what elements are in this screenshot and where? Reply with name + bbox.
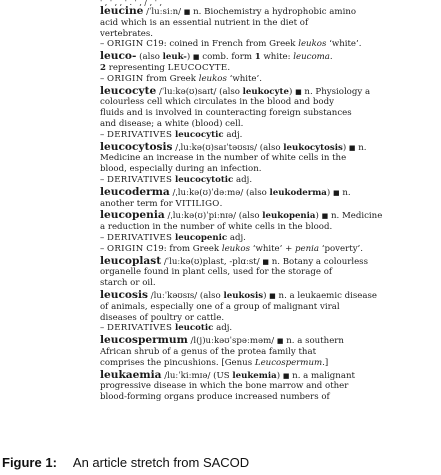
entry-text: diseases of poultry or cattle. — [100, 312, 225, 323]
entry-line — [100, 392, 441, 403]
dictionary-entry — [100, 290, 441, 334]
entry-text: (also — [136, 52, 163, 63]
entry-text: – — [100, 232, 108, 243]
headword: leucocyte — [100, 84, 157, 97]
sense-marker-icon: ■ — [348, 143, 356, 152]
entry-line — [100, 108, 441, 119]
dictionary-entry — [100, 335, 441, 368]
section-label: ORIGIN — [107, 39, 144, 50]
headword: leuco- — [100, 50, 137, 63]
sense-marker-icon: ■ — [262, 257, 270, 266]
entry-text: C19: coined in French from Greek — [143, 39, 299, 50]
dictionary-entry — [100, 210, 441, 254]
section-label: DERIVATIVES — [107, 232, 173, 243]
entry-line — [100, 256, 441, 268]
cut-off-top-line: ' , ' , , ' . ' , / , ' , — [100, 0, 163, 6]
entry-text: /luːˈkəʊsɪs/ (also — [147, 290, 224, 301]
entry-text: n. Biochemistry a hydrophobic amino — [190, 7, 357, 17]
entry-text: adj. — [213, 323, 233, 334]
entry-text: leukos — [221, 243, 250, 254]
entry-line — [100, 347, 441, 358]
entry-line — [100, 267, 441, 278]
entry-text: . — [219, 198, 223, 209]
entry-text: ) — [342, 142, 349, 153]
entry-text: leucoma — [293, 52, 330, 63]
entry-line — [100, 278, 441, 289]
entry-text: – — [100, 39, 108, 50]
entry-text: leucocytotic — [174, 174, 234, 185]
entry-text: and disease; a white (blood) cell. — [100, 118, 244, 129]
section-label: LEUCOCYTE — [167, 62, 228, 73]
entry-line — [100, 302, 441, 313]
entry-text: n. a malignant — [289, 370, 355, 381]
headword: leucoplast — [100, 254, 162, 267]
entry-line — [100, 199, 441, 210]
entry-line — [100, 63, 441, 74]
entry-text: Medicine an increase in the number of white cells in the — [100, 153, 347, 164]
entry-text: leukopenia — [262, 211, 316, 222]
entry-text: leukos — [198, 73, 227, 84]
dictionary-entry — [100, 142, 441, 186]
dictionary-page-scan — [100, 0, 441, 446]
entry-line — [100, 86, 441, 98]
entry-text: vertebrates. — [100, 28, 154, 39]
entry-text: – — [100, 323, 108, 334]
entry-text: fluids and is involved in counteracting foreign substances — [100, 108, 352, 119]
entry-text: colourless cell which circulates in the blood and body — [100, 97, 334, 108]
entry-line — [100, 370, 441, 382]
entry-text: /ˌluːkə(ʊ)ˈdəːmə/ (also — [169, 187, 270, 198]
entry-text: ) — [288, 86, 296, 97]
entry-text: ‘white’ + — [250, 243, 296, 254]
figure-caption — [2, 455, 249, 470]
entry-line — [100, 164, 441, 175]
entry-text: blood-forming organs produce increased numbers of — [100, 392, 330, 403]
entry-line — [100, 142, 441, 154]
entry-text: adj. — [223, 129, 243, 140]
entry-text: comb. form — [199, 52, 255, 63]
entry-text: /ˌluːkə(ʊ)saɪˈtəʊsɪs/ (also — [172, 142, 284, 153]
entry-text: from Greek — [143, 73, 199, 84]
dictionary-entry — [100, 86, 441, 141]
entry-text: starch or oil. — [100, 278, 156, 289]
entry-text: leucopenic — [174, 232, 228, 243]
entry-text: ‘poverty’. — [319, 243, 364, 254]
headword: leukaemia — [100, 368, 162, 381]
entry-line — [100, 175, 441, 186]
entry-text: . — [227, 62, 231, 73]
sense-marker-icon: ■ — [282, 371, 290, 380]
figure-label: Figure 1: — [2, 455, 57, 470]
entry-text: leucocytic — [174, 129, 224, 140]
entry-text: ) — [326, 187, 333, 198]
section-label: VITILIGO — [175, 198, 220, 209]
entry-text: n. a southern — [283, 336, 344, 347]
entry-text: C19: from Greek — [143, 243, 222, 254]
entry-line — [100, 130, 441, 141]
sense-marker-icon: ■ — [192, 53, 200, 62]
dictionary-entry — [100, 51, 441, 84]
entry-text: ‘white’. — [326, 39, 362, 50]
entry-line — [100, 358, 441, 369]
entry-text: – — [100, 243, 108, 254]
entry-line — [100, 381, 441, 392]
entry-text: adj. — [233, 174, 253, 185]
sense-marker-icon: ■ — [321, 212, 329, 221]
entry-text: leukocytosis — [283, 142, 343, 153]
entry-text: adj. — [227, 232, 246, 243]
entry-text: blood, especially during an infection. — [100, 164, 262, 175]
entry-line — [100, 313, 441, 324]
entry-text: a reduction in the number of white cells in the blood. — [100, 222, 333, 233]
entry-line — [100, 97, 441, 108]
entry-text: n. a leukaemic disease — [275, 290, 377, 301]
entry-text: organelle found in plant cells, used for the storage of — [100, 267, 333, 278]
dictionary-entry — [100, 370, 441, 403]
entry-line — [100, 335, 441, 347]
entry-text: leucotic — [174, 323, 214, 334]
entry-line — [100, 244, 441, 255]
entry-text: leukoderma — [269, 187, 327, 198]
headword: leucopenia — [100, 209, 165, 222]
headword: leucoderma — [100, 185, 170, 198]
section-label: DERIVATIVES — [107, 174, 173, 185]
entry-line — [100, 6, 441, 18]
section-label: ORIGIN — [107, 73, 144, 84]
entry-line — [100, 187, 441, 199]
entry-line — [100, 119, 441, 130]
entry-text: ) — [276, 370, 283, 381]
entry-text: 2 — [100, 62, 106, 73]
entry-text: ) — [186, 52, 193, 63]
entry-text: representing — [105, 62, 168, 73]
entry-text: n. Physiology a — [301, 86, 371, 97]
entry-text: n. Botany a colourless — [269, 256, 368, 267]
sense-marker-icon: ■ — [276, 337, 284, 346]
dictionary-entry — [100, 256, 441, 289]
entry-text: /luːˈkiːmɪə/ (US — [161, 370, 233, 381]
entry-text: n. — [339, 187, 351, 198]
entry-text: leukos — [298, 39, 327, 50]
entry-text: another term for — [100, 198, 176, 209]
entry-text: /ˈluːkə(ʊ)saɪt/ (also — [156, 86, 243, 97]
headword: leucospermum — [100, 334, 188, 347]
entry-text: progressive disease in which the bone marrow and other — [100, 381, 349, 392]
entry-line — [100, 39, 441, 50]
sense-marker-icon: ■ — [295, 87, 302, 96]
entry-text: .] — [322, 357, 329, 368]
sense-marker-icon: ■ — [269, 291, 276, 300]
entry-text: /ˌluːkə(ʊ)ˈpiːnɪə/ (also — [164, 211, 263, 222]
entry-text: ) — [315, 211, 322, 222]
sense-marker-icon: ■ — [332, 188, 340, 197]
entry-text: . — [329, 52, 333, 63]
entry-text: – — [100, 73, 108, 84]
entry-text: white: — [260, 52, 294, 63]
entry-text: – — [100, 129, 108, 140]
entry-text: of animals, especially one of a group of malignant viral — [100, 301, 340, 312]
entry-text: /ˈluːsiːn/ — [143, 7, 184, 17]
headword: leucosis — [100, 288, 148, 301]
entry-text: comprises the pincushions. [Genus — [100, 357, 255, 368]
entry-text: ‘white’. — [226, 73, 262, 84]
entry-line — [100, 74, 441, 85]
entry-text: n. — [355, 142, 367, 153]
headword: leucocytosis — [100, 140, 173, 153]
entry-text: leukemia — [232, 370, 277, 381]
entry-line — [100, 18, 441, 29]
entry-text: leukocyte — [242, 86, 289, 97]
entry-text: Leucospermum — [254, 357, 323, 368]
dictionary-entry — [100, 187, 441, 210]
entry-text: acid which is an essential nutrient in the diet of — [100, 17, 309, 28]
entry-line — [100, 233, 441, 244]
section-label: DERIVATIVES — [107, 323, 173, 334]
entry-text: – — [100, 174, 108, 185]
section-label: ORIGIN — [107, 243, 144, 254]
entry-text: 1 — [254, 52, 261, 63]
entry-line — [100, 51, 441, 63]
entry-line — [100, 222, 441, 233]
dictionary-entry — [100, 6, 441, 50]
entry-line — [100, 153, 441, 164]
entry-text: penia — [295, 243, 320, 254]
entry-line — [100, 29, 441, 40]
entry-text: n. Medicine — [328, 211, 383, 222]
entry-text: /l(j)uːkəʊˈspəːməm/ — [187, 336, 277, 347]
figure-caption-text: An article stretch from SACOD — [72, 455, 250, 470]
entry-text: African shrub of a genus of the protea family that — [100, 346, 317, 357]
sense-marker-icon: ■ — [183, 8, 191, 16]
headword: leucine — [100, 5, 144, 17]
section-label: DERIVATIVES — [107, 129, 173, 140]
entry-line — [100, 290, 441, 302]
entry-text: leuk- — [162, 52, 187, 63]
dictionary-entries — [100, 6, 441, 403]
entry-text: leukosis — [223, 290, 264, 301]
entry-line — [100, 323, 441, 334]
entry-text: ) — [263, 290, 270, 301]
entry-text: /ˈluːkə(ʊ)plast, -plɑːst/ — [161, 256, 263, 267]
entry-line — [100, 210, 441, 222]
